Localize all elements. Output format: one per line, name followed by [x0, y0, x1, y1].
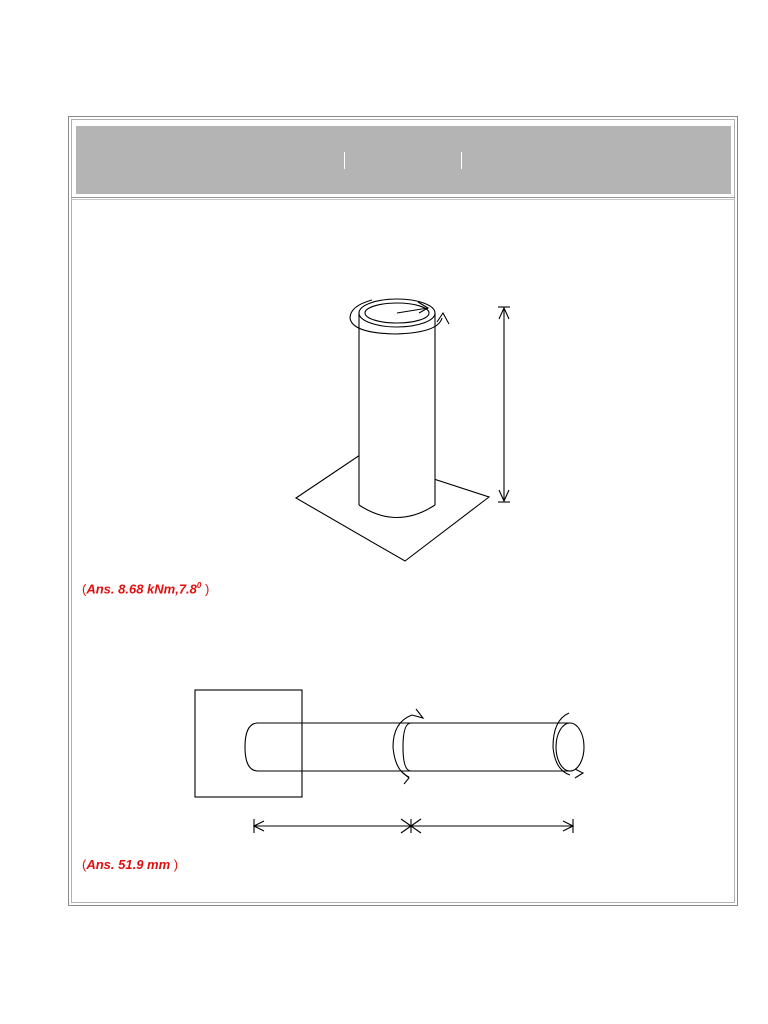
torque-arrow-middle-head-top [412, 709, 423, 718]
answer-problem-2: (Ans. 51.9 mm ) [82, 857, 179, 872]
answer-problem-1: (Ans. 8.68 kNm,7.8$^0$ ) [82, 581, 210, 597]
shaft-right-end [556, 723, 584, 771]
torque-arrow-end-head [575, 769, 583, 778]
shaft-middle-section [403, 723, 411, 771]
